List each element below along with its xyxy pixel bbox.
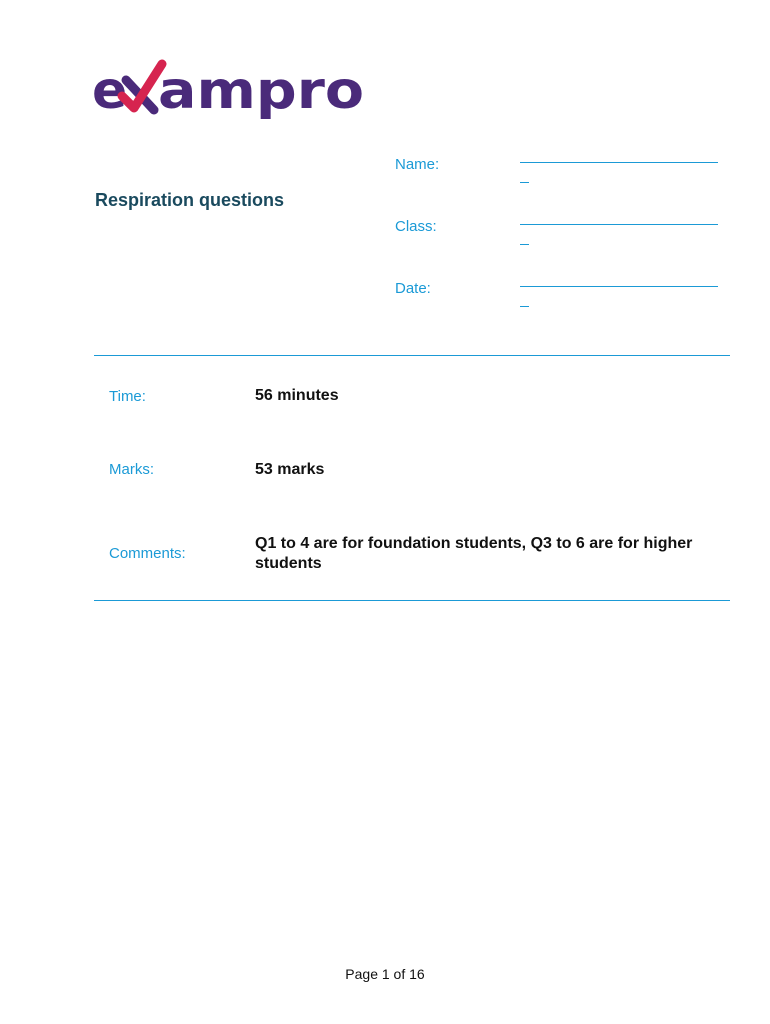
bottom-divider [94,600,730,601]
time-label: Time: [109,388,146,405]
svg-text:ampro: ampro [158,61,364,121]
date-field-dash [520,306,529,307]
date-field-line[interactable] [520,286,718,287]
class-field-dash [520,244,529,245]
comments-value: Q1 to 4 are for foundation students, Q3 to 6 are for higher students [255,535,693,572]
name-label: Name: [395,156,440,173]
comments-label: Comments: [109,545,186,562]
name-field-dash [520,182,529,183]
class-field-line[interactable] [520,224,718,225]
marks-value: 53 marks [255,461,325,478]
class-label: Class: [395,218,437,235]
date-label: Date: [395,280,431,297]
svg-text:e: e [92,61,128,121]
page-indicator: Page 1 of 16 [345,966,425,982]
top-divider [94,355,730,356]
document-title: Respiration questions [95,190,285,210]
exampro-logo [92,58,367,122]
name-field-line[interactable] [520,162,718,163]
time-value: 56 minutes [255,387,339,404]
marks-label: Marks: [109,461,154,478]
